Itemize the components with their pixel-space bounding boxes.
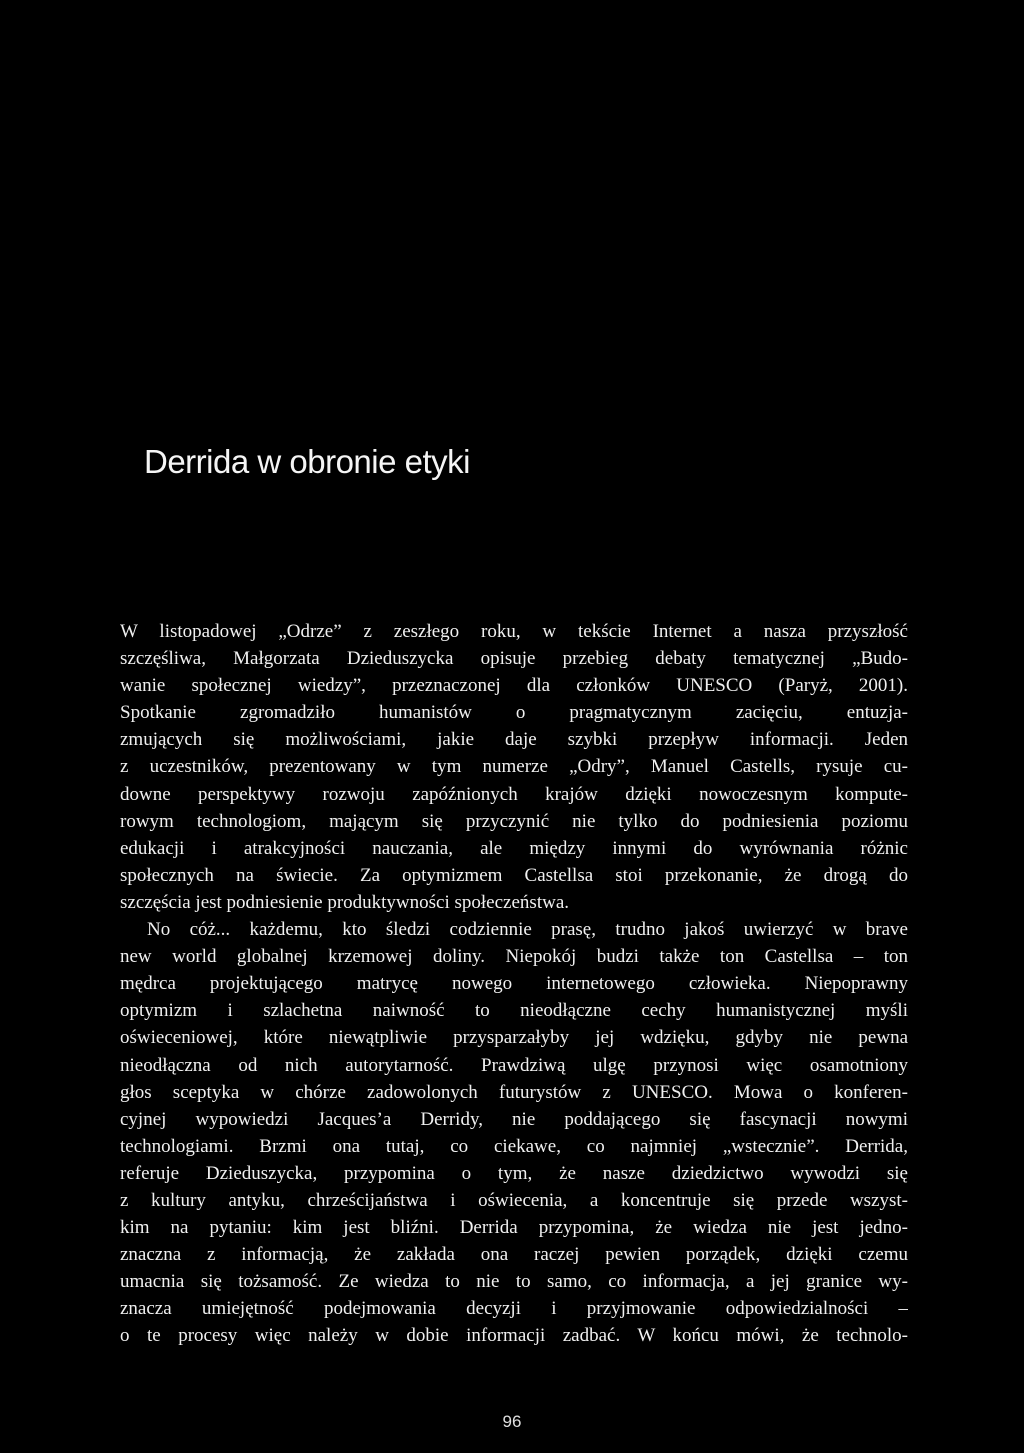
body-line: technologiami. Brzmi ona tutaj, co ciekawe, co najmniej „wstecznie”. Derrida, [120,1135,908,1157]
body-line: referuje Dzieduszycka, przypomina o tym, że nasze dziedzictwo wywodzi się [120,1162,908,1184]
body-line: Spotkanie zgromadziło humanistów o pragmatycznym zacięciu, entuzja- [120,702,908,724]
body-line: zmujących się możliwościami, jakie daje szybki przepływ informacji. Jeden [120,729,908,751]
body-line: społecznych na świecie. Za optymizmem Castellsa stoi przekonanie, że drogą do [120,864,908,886]
body-line: znaczna z informacją, że zakłada ona raczej pewien porządek, dzięki czemu [120,1244,908,1266]
body-line: wanie społecznej wiedzy”, przeznaczonej dla członków UNESCO (Paryż, 2001). [120,675,908,697]
body-line: szczęśliwa, Małgorzata Dzieduszycka opisuje przebieg debaty tematycznej „Budo- [120,648,908,670]
body-line: z kultury antyku, chrześcijaństwa i oświecenia, a koncentruje się przede wszyst- [120,1189,908,1211]
body-line: W listopadowej „Odrze” z zeszłego roku, w tekście Internet a nasza przyszłość [120,621,908,642]
body-line: cyjnej wypowiedzi Jacques’a Derridy, nie poddającego się fascynacji nowymi [120,1108,908,1130]
body-line: edukacji i atrakcyjności nauczania, ale między innymi do wyrównania różnic [120,837,908,859]
body-line: znacza umiejętność podejmowania decyzji i przyjmowanie odpowiedzialności – [120,1298,908,1320]
article-title: Derrida w obronie etyki [144,443,470,480]
body-line: new world globalnej krzemowej doliny. Niepokój budzi także ton Castellsa – ton [120,946,908,968]
page-number: 96 [502,1412,522,1431]
body-line: kim na pytaniu: kim jest bliźni. Derrida przypomina, że wiedza nie jest jedno- [120,1217,908,1239]
body-line: głos sceptyka w chórze zadowolonych futurystów z UNESCO. Mowa o konferen- [120,1081,908,1103]
body-line: rowym technologiom, mającym się przyczynić nie tylko do podniesienia poziomu [120,810,908,832]
body-line: z uczestników, prezentowany w tym numerze „Odry”, Manuel Castells, rysuje cu- [120,756,908,778]
body-line: oświeceniowej, które niewątpliwie przysparzałyby jej wdzięku, gdyby nie pewna [120,1027,908,1049]
article-body [120,618,908,1350]
body-line: nieodłączna od nich autorytarność. Prawdziwą ulgę przynosi więc osamotniony [120,1054,908,1076]
body-line: No cóż... każdemu, kto śledzi codziennie prasę, trudno jakoś uwierzyć w brave [147,919,908,941]
body-line: umacnia się tożsamość. Ze wiedza to nie to samo, co informacja, a jej granice wy- [120,1271,908,1293]
body-line: o te procesy więc należy w dobie informacji zadbać. W końcu mówi, że technolo- [120,1325,908,1347]
body-line: szczęścia jest podniesienie produktywności społeczeństwa. [120,891,569,913]
body-line: mędrca projektującego matrycę nowego internetowego człowieka. Niepoprawny [120,973,908,995]
body-line: downe perspektywy rozwoju zapóźnionych krajów dzięki nowoczesnym kompute- [120,783,908,805]
body-line: optymizm i szlachetna naiwność to nieodłączne cechy humanistycznej myśli [120,1000,908,1022]
